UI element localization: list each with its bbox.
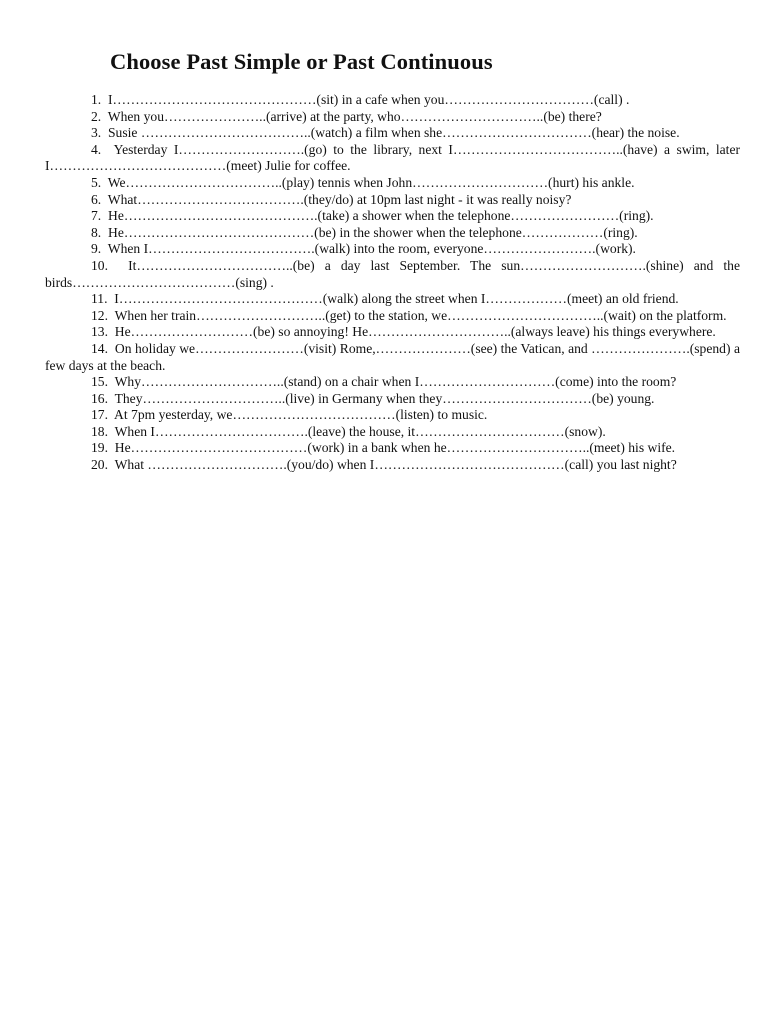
item-number: 9. [91,241,102,257]
exercise-item [45,407,740,424]
exercise-item [45,258,740,291]
item-number: 17. [91,407,108,423]
item-number: 8. [91,224,102,240]
exercise-item [45,374,740,391]
item-text: Yesterday I……………………….(go) to the library, next I………………………………..(have) a swim, later I…………………………………(meet) Julie for coffee. [45,141,741,174]
item-text: Why…………………………..(stand) on a chair when I…………………………(come) into the room? [114,374,677,390]
item-number: 19. [91,440,108,456]
item-number: 3. [91,125,102,141]
exercise-item [45,291,740,308]
item-text: When I…………………………….(leave) the house, it……………………………(snow). [114,423,606,439]
item-number: 1. [91,92,102,107]
exercise-item [45,125,740,142]
exercise-item [45,391,740,408]
item-number: 12. [91,307,108,323]
item-text: He…………………………………(work) in a bank when he…………………………..(meet) his wife. [114,440,676,456]
item-number: 5. [91,174,102,190]
exercise-item [45,109,740,126]
exercise-item [45,142,740,175]
exercise-item [45,324,740,341]
item-number: 18. [91,423,108,439]
item-text: I………………………………………(sit) in a cafe when you……………………………(call) . [108,92,630,107]
item-text: He………………………(be) so annoying! He…………………………..(always leave) his things everywhere. [114,324,716,340]
exercise-item [45,440,740,457]
item-text: I………………………………………(walk) along the street when I………………(meet) an old friend. [114,291,679,307]
item-text: When her train………………………..(get) to the station, we……………………………..(wait) on the platform. [114,307,727,323]
item-number: 11. [91,291,108,307]
item-number: 16. [91,390,108,406]
exercise-item [45,175,740,192]
exercise-item [45,92,740,109]
item-text: When you…………………..(arrive) at the party, who…………………………..(be) there? [107,108,602,124]
exercise-list [45,92,740,474]
item-text: On holiday we……………………(visit) Rome,…………………(see) the Vatican, and ………………….(spend) a few days at the beach. [45,340,740,373]
item-number: 20. [91,457,108,473]
exercise-item [45,192,740,209]
item-text: What……………………………….(they/do) at 10pm last night - it was really noisy? [107,191,572,207]
item-text: He……………………………………(be) in the shower when the telephone………………(ring). [108,224,638,240]
exercise-item [45,241,740,258]
item-text: Susie ………………………………..(watch) a film when she……………………………(hear) the noise. [108,125,680,141]
exercise-item [45,457,740,474]
item-text: They…………………………..(live) in Germany when they……………………………(be) young. [114,390,655,406]
item-text: What ………………………….(you/do) when I……………………………………(call) you last night? [114,457,677,473]
item-number: 15. [91,374,108,390]
item-text: We……………………………..(play) tennis when John…………………………(hurt) his ankle. [107,174,635,190]
exercise-item [45,308,740,325]
exercise-item [45,225,740,242]
item-number: 4. [91,141,102,157]
item-text: When I……………………………….(walk) into the room, everyone…………………….(work). [107,241,636,257]
exercise-item [45,424,740,441]
item-number: 13. [91,324,108,340]
item-number: 10. [91,257,108,273]
item-text: It……………………………..(be) a day last September. The sun……………………….(shine) and the birds………………………………(sing) . [45,257,740,290]
item-number: 6. [91,191,102,207]
item-number: 7. [91,208,102,224]
exercise-item [45,208,740,225]
item-number: 2. [91,108,102,124]
item-text: At 7pm yesterday, we………………………………(listen) to music. [114,407,488,423]
worksheet-title: Choose Past Simple or Past Continuous [110,49,493,74]
item-text: He…………………………………….(take) a shower when the telephone……………………(ring). [108,208,654,224]
item-number: 14. [91,340,108,356]
exercise-item [45,341,740,374]
